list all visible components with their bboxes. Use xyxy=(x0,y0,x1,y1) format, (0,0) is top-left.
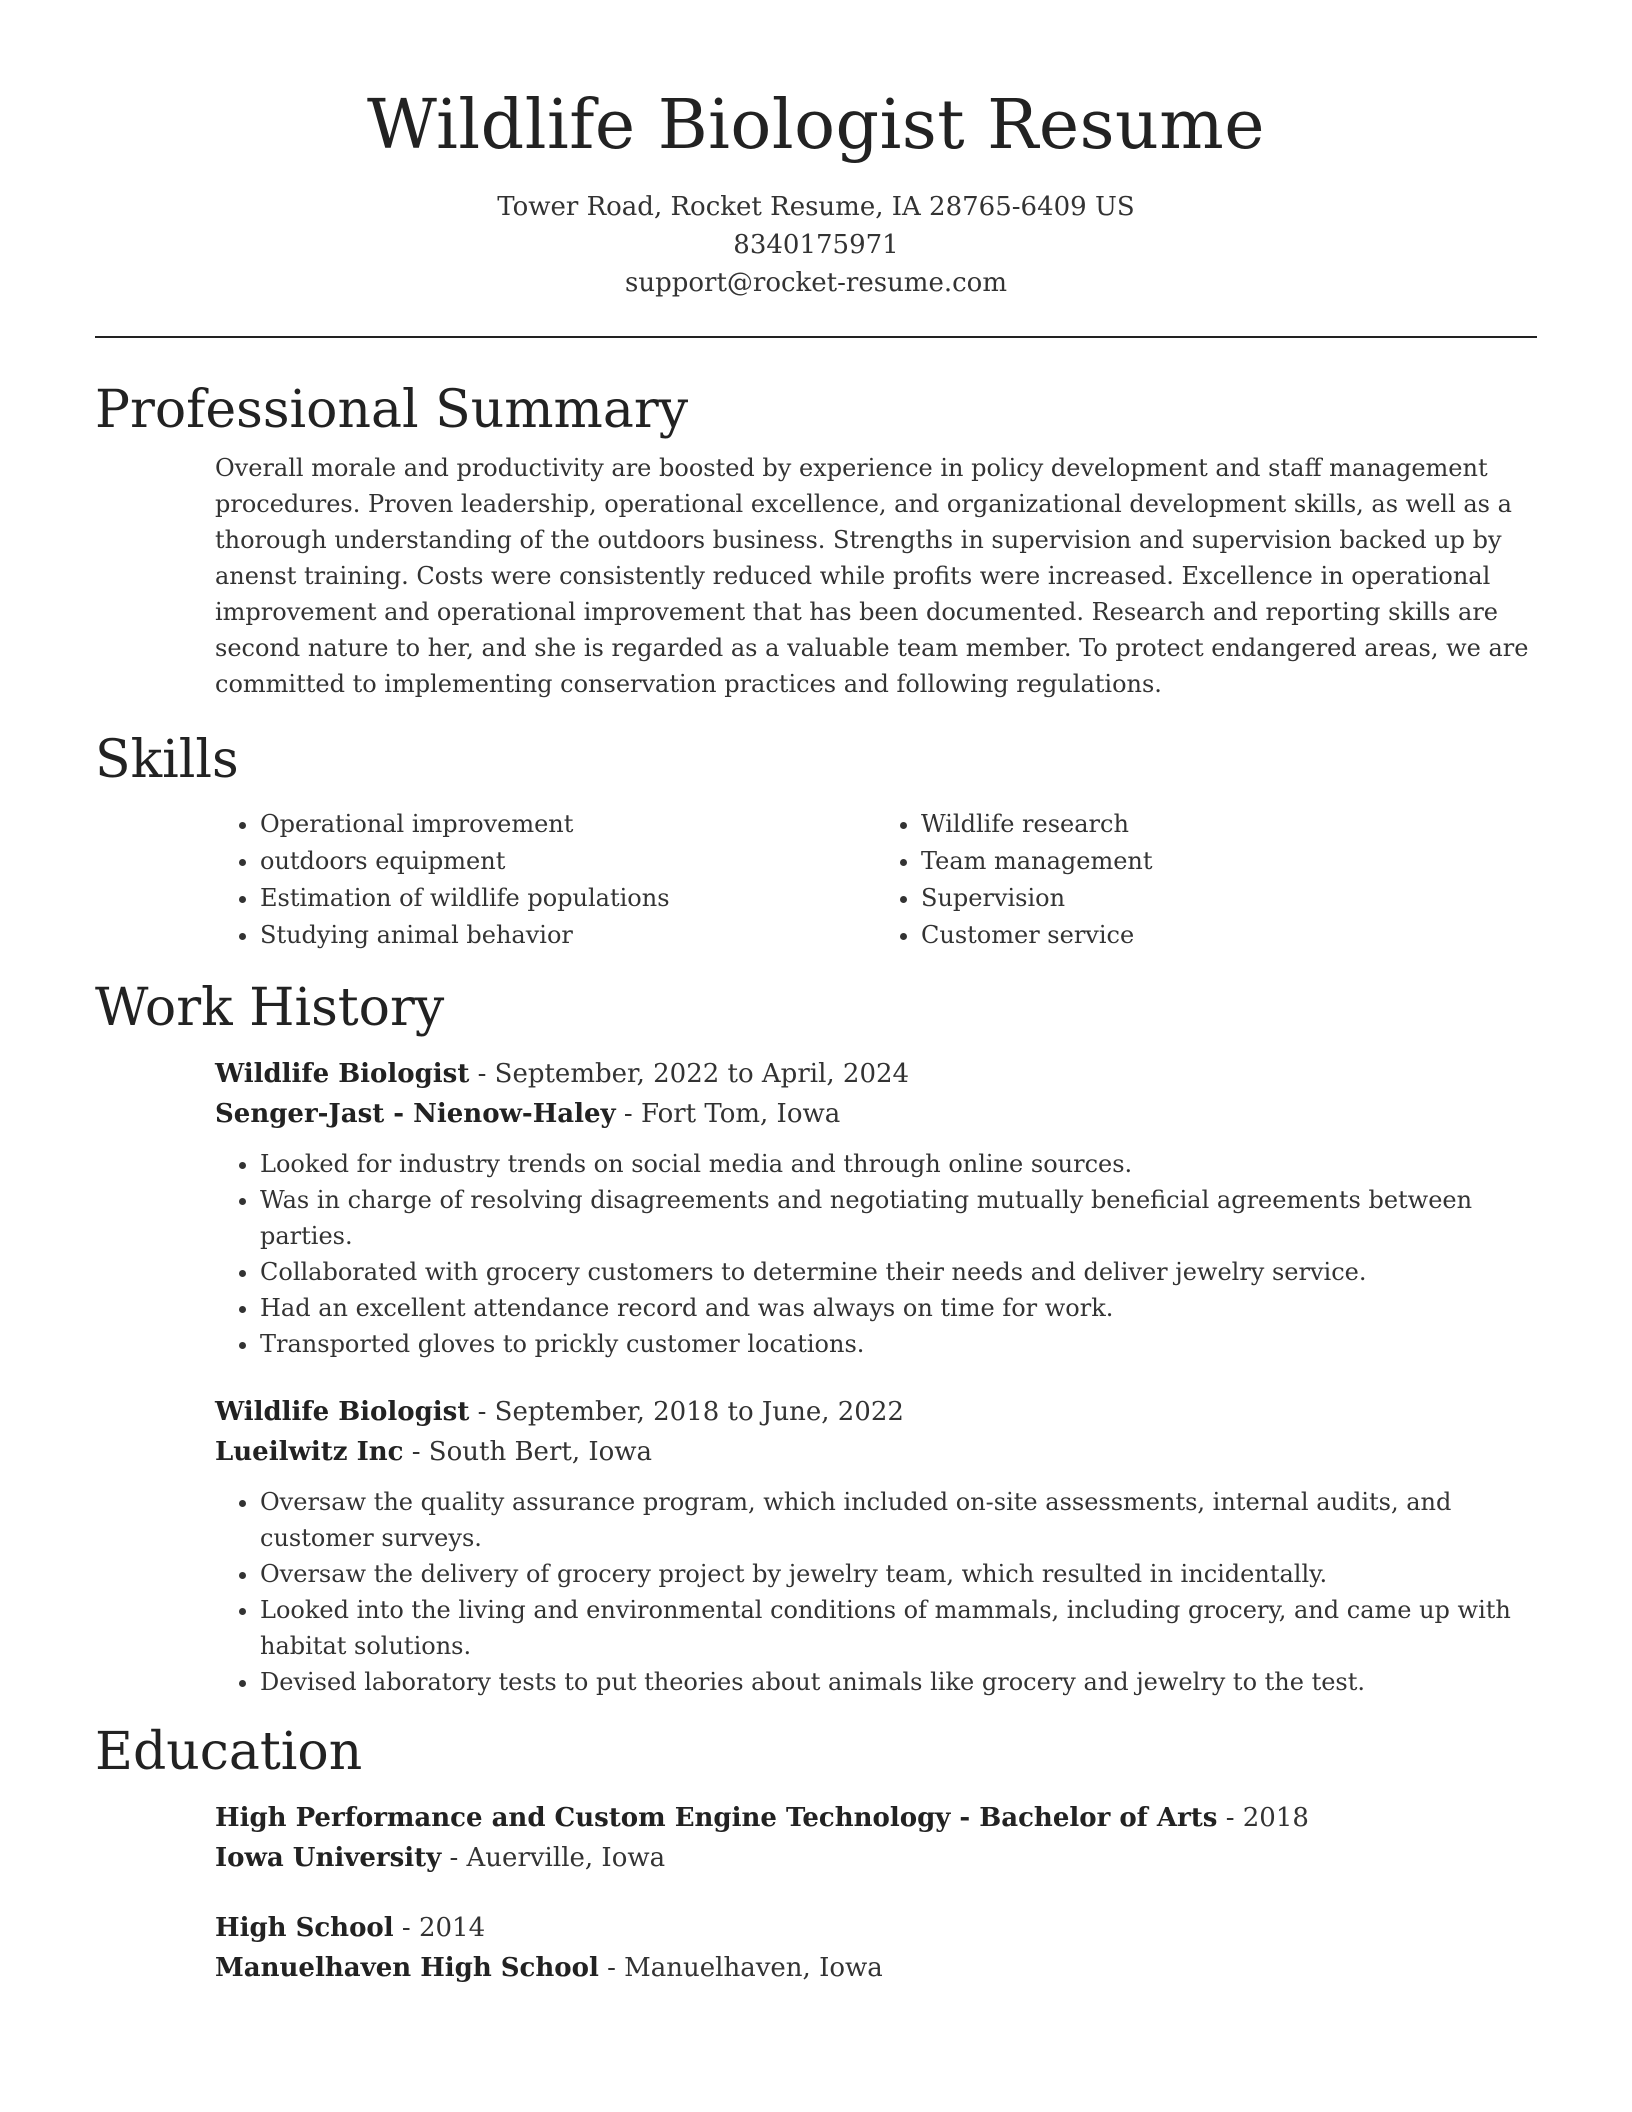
skill-item: • Operational improvement xyxy=(260,806,876,843)
job-bullet: • Was in charge of resolving disagreements and negotiating mutually beneficial agreements between parties. xyxy=(260,1182,1537,1254)
skill-item: • Studying animal behavior xyxy=(260,917,876,954)
job-title-line xyxy=(215,1392,1537,1432)
job-bullets xyxy=(215,1484,1537,1700)
education-entry xyxy=(215,1908,1537,1988)
education-school-line xyxy=(215,1948,1537,1988)
job-company-line xyxy=(215,1094,1537,1134)
job-location: - South Bert, Iowa xyxy=(403,1437,653,1467)
phone: 8340175971 xyxy=(733,230,899,260)
education-year: - 2014 xyxy=(393,1913,486,1943)
header-divider xyxy=(95,336,1537,338)
education-heading: Education xyxy=(95,1722,363,1782)
job-entry xyxy=(215,1054,1537,1362)
job-bullet: • Collaborated with grocery customers to determine their needs and deliver jewelry service. xyxy=(260,1254,1537,1290)
education-location: - Manuelhaven, Iowa xyxy=(598,1953,883,1983)
address: Tower Road, Rocket Resume, IA 28765-6409 US xyxy=(497,192,1135,222)
summary-section xyxy=(95,378,1537,702)
job-company: Lueilwitz Inc xyxy=(215,1437,404,1467)
skills-section xyxy=(95,728,1537,954)
skills-heading: Skills xyxy=(95,730,239,790)
education-location: - Auerville, Iowa xyxy=(441,1843,666,1873)
job-dates: - September, 2022 to April, 2024 xyxy=(469,1059,910,1089)
job-bullet: • Looked into the living and environmental conditions of mammals, including grocery, and came up with habitat solutions. xyxy=(260,1592,1537,1664)
job-dates: - September, 2018 to June, 2022 xyxy=(469,1397,904,1427)
education-section xyxy=(95,1720,1537,1988)
job-role: Wildlife Biologist xyxy=(215,1397,470,1427)
education-degree-line xyxy=(215,1798,1537,1838)
job-company-line xyxy=(215,1432,1537,1472)
job-bullet: • Looked for industry trends on social media and through online sources. xyxy=(260,1146,1537,1182)
job-bullet: • Oversaw the delivery of grocery project by jewelry team, which resulted in incidentally. xyxy=(260,1556,1537,1592)
work-history-heading: Work History xyxy=(95,978,445,1038)
education-school: Manuelhaven High School xyxy=(215,1953,599,1983)
skill-item: • Estimation of wildlife populations xyxy=(260,880,876,917)
education-degree-line xyxy=(215,1908,1537,1948)
skills-columns xyxy=(215,806,1537,954)
education-entry xyxy=(215,1798,1537,1878)
job-title-line xyxy=(215,1054,1537,1094)
job-bullet: • Had an excellent attendance record and was always on time for work. xyxy=(260,1290,1537,1326)
email: support@rocket-resume.com xyxy=(624,268,1007,298)
contact-info xyxy=(95,188,1537,302)
education-degree: High Performance and Custom Engine Technology - Bachelor of Arts xyxy=(215,1803,1218,1833)
job-location: - Fort Tom, Iowa xyxy=(615,1099,841,1129)
education-degree: High School xyxy=(215,1913,394,1943)
summary-text: Overall morale and productivity are boosted by experience in policy development and staff management procedures. Proven leadership, operational excellence, and organizational development skills, as well as a thorough understanding of the outdoors business. Strengths in supervision and supervision backed up by anenst training. Costs were consistently reduced while profits were increased. Excellence in operational improvement and operational improvement that has been documented. Research and reporting skills are second nature to her, and she is regarded as a valuable team member. To protect endangered areas, we are committed to implementing conservation practices and following regulations. xyxy=(215,454,1529,698)
skills-left-list xyxy=(215,806,876,954)
job-bullet: • Transported gloves to prickly customer locations. xyxy=(260,1326,1537,1362)
summary-heading: Professional Summary xyxy=(95,380,689,440)
education-school-line xyxy=(215,1838,1537,1878)
job-bullet: • Devised laboratory tests to put theories about animals like grocery and jewelry to the test. xyxy=(260,1664,1537,1700)
resume-header xyxy=(95,0,1537,302)
skill-item: • Wildlife research xyxy=(921,806,1537,843)
work-history-section xyxy=(95,976,1537,1700)
skill-item: • Customer service xyxy=(921,917,1537,954)
job-bullets xyxy=(215,1146,1537,1362)
skill-item: • Supervision xyxy=(921,880,1537,917)
education-school: Iowa University xyxy=(215,1843,442,1873)
resume-title: Wildlife Biologist Resume xyxy=(366,86,1266,165)
skill-item: • Team management xyxy=(921,843,1537,880)
job-role: Wildlife Biologist xyxy=(215,1059,470,1089)
job-company: Senger-Jast - Nienow-Haley xyxy=(215,1099,616,1129)
job-bullet: • Oversaw the quality assurance program, which included on-site assessments, internal audits, and customer surveys. xyxy=(260,1484,1537,1556)
education-year: - 2018 xyxy=(1217,1803,1309,1833)
skills-right-list xyxy=(876,806,1537,954)
skill-item: • outdoors equipment xyxy=(260,843,876,880)
job-entry xyxy=(215,1392,1537,1700)
